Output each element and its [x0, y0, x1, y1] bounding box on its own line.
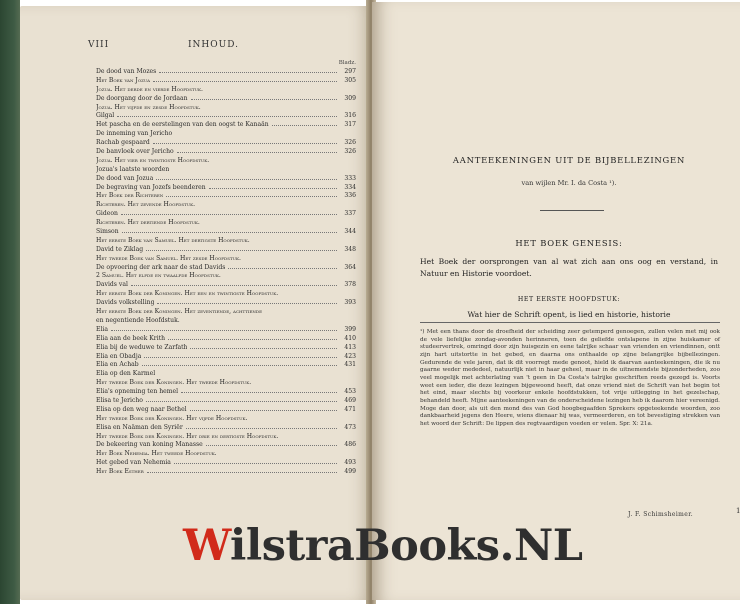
open-book [16, 0, 752, 604]
toc-entry-title: Elisa te Jericho [96, 396, 143, 404]
toc-entry-title: De banvloek over Jericho [96, 148, 174, 156]
toc-entry [96, 441, 356, 450]
toc-entry-title: Het eerste Boek der Koningen. Het zeventiende, achttiende [96, 308, 263, 316]
toc-leader [272, 125, 337, 126]
page-number-header: VIII [88, 40, 110, 50]
toc-page-number: 473 [344, 423, 356, 431]
toc-page-number: 453 [344, 388, 356, 396]
toc-entry-title: Jozua. Het vijfde en zesde Hoofdstuk. [96, 103, 201, 111]
toc-leader [146, 250, 337, 251]
watermark-rest: ilstraBooks.NL [230, 521, 583, 571]
toc-entry-title: Elia en Obadja [96, 352, 142, 360]
toc-page-number: 305 [344, 76, 356, 84]
toc-leader [206, 445, 337, 446]
toc-entry-title: Het eerste Boek der Koningen. Het een en twintigste Hoofdstuk. [96, 290, 279, 298]
toc-page-number: 364 [344, 263, 356, 271]
toc-entry [96, 335, 356, 344]
divider [540, 210, 604, 211]
toc-entry [96, 344, 356, 353]
watermark-first-letter: W [183, 521, 231, 571]
footnote-divider [420, 322, 720, 323]
toc-entry [96, 184, 356, 193]
toc-page-number: 326 [344, 139, 356, 147]
toc-page-number: 413 [344, 343, 356, 351]
intro-paragraph: Het Boek der oorsprongen van al wat zich aan ons oog en verstand, in Natuur en Historie voordoet. [420, 257, 718, 278]
toc-entry-title: Rachab gespaard [96, 139, 150, 147]
toc-entry [96, 139, 356, 148]
toc-leader [177, 152, 337, 153]
chapter-heading: AANTEEKENINGEN UIT DE BIJBELLEZINGEN [452, 155, 686, 165]
toc-leader [117, 116, 337, 117]
toc-entry-title: Jozua's laatste woorden [96, 165, 170, 173]
toc-entry [96, 86, 356, 95]
right-page [372, 2, 740, 600]
toc-entry [96, 415, 356, 424]
toc-entry [96, 210, 356, 219]
toc-page-number: 410 [344, 334, 356, 342]
toc-entry [96, 433, 356, 442]
toc-entry-title: Het Boek Esther [96, 468, 144, 476]
page-title-header: INHOUD. [188, 40, 239, 50]
toc-page-number: 297 [344, 68, 356, 75]
toc-entry [96, 264, 356, 273]
toc-leader [121, 214, 337, 215]
toc-entry-title: Simson [96, 228, 119, 236]
toc-entry [96, 326, 356, 335]
toc-entry-title: en negentiende Hoofdstuk. [96, 316, 180, 324]
toc-page-number: 326 [344, 148, 356, 156]
toc-entry [96, 272, 356, 281]
toc-page-number: 348 [344, 245, 356, 253]
toc-leader [209, 188, 337, 189]
toc-page-number: 309 [344, 94, 356, 102]
toc-entry-title: Het eerste Boek van Samuel. Het dertigste Hoofdstuk. [96, 236, 250, 244]
toc-entry-title: Het tweede Boek der Koningen. Het vijfde Hoofdstuk. [96, 414, 248, 422]
toc-leader [144, 357, 337, 358]
toc-entry-title: De inneming van Jericho [96, 130, 173, 138]
toc-entry-title: 2 Samuel. Het elfde en twaalfde Hoofdstuk. [96, 272, 221, 280]
toc-page-number: 333 [344, 174, 356, 182]
page-column-label: Bladz. [338, 60, 356, 66]
toc-entry [96, 68, 356, 77]
toc-entry [96, 397, 356, 406]
toc-entry-title: Het pascha en de eerstelingen van den oogst te Kanaän [96, 121, 269, 129]
toc-entry-title: Elia's opneming ten hemel [96, 388, 179, 396]
toc-entry [96, 468, 356, 477]
toc-page-number: 499 [344, 468, 356, 476]
toc-entry-title: Het Boek Nehemia. Het tweede Hoofdstuk. [96, 450, 217, 458]
toc-entry [96, 166, 356, 175]
toc-leader [166, 196, 337, 197]
toc-entry [96, 370, 356, 379]
toc-list [96, 68, 356, 477]
toc-page-number: 471 [344, 405, 356, 413]
toc-entry-title: Davids val [96, 281, 128, 289]
signature: J. F. Schimsheimer. [628, 511, 694, 518]
toc-leader [228, 268, 337, 269]
toc-entry-title: Richteren. Het zevende Hoofdstuk. [96, 201, 196, 209]
toc-entry [96, 281, 356, 290]
toc-entry-title: Het tweede Boek der Koningen. Het drie en dertigste Hoofdstuk. [96, 432, 279, 440]
toc-leader [168, 339, 337, 340]
toc-entry-title: Davids volkstelling [96, 299, 155, 307]
toc-entry-title: Het gebed van Nehemia [96, 459, 171, 467]
toc-entry-title: Elisa en Naäman den Syriër [96, 423, 183, 431]
toc-entry-title: Richteren. Het dertiende Hoofdstuk. [96, 219, 200, 227]
toc-entry-title: Elia aan de beek Krith [96, 334, 166, 342]
chapter-title: HET EERSTE HOOFDSTUK: [517, 296, 621, 303]
toc-entry [96, 459, 356, 468]
toc-leader [147, 472, 337, 473]
toc-entry [96, 450, 356, 459]
toc-entry-title: De opvoering der ark naar de stad Davids [96, 263, 226, 271]
toc-entry [96, 104, 356, 113]
toc-leader [111, 330, 337, 331]
toc-entry-title: Elisa op den weg naar Bethel [96, 405, 187, 413]
toc-leader [146, 401, 337, 402]
toc-page-number: 334 [344, 183, 356, 191]
toc-entry [96, 237, 356, 246]
page-number: 1 [736, 507, 741, 515]
toc-page-number: 393 [344, 299, 356, 307]
watermark-logo [183, 521, 583, 571]
toc-leader [153, 143, 337, 144]
toc-entry [96, 353, 356, 362]
toc-leader [190, 348, 337, 349]
toc-page-number: 486 [344, 441, 356, 449]
toc-entry [96, 317, 356, 326]
toc-entry [96, 201, 356, 210]
toc-page-number: 399 [344, 325, 356, 333]
toc-entry [96, 77, 356, 86]
toc-leader [190, 410, 337, 411]
toc-entry [96, 219, 356, 228]
toc-page-number: 316 [344, 112, 356, 120]
toc-entry-title: Elia op den Karmel [96, 370, 156, 378]
toc-entry [96, 192, 356, 201]
toc-leader [186, 428, 337, 429]
toc-entry [96, 379, 356, 388]
toc-leader [156, 179, 337, 180]
toc-entry-title: Gideon [96, 210, 118, 218]
toc-entry-title: Gilgal [96, 112, 115, 120]
toc-leader [191, 99, 337, 100]
toc-page-number: 469 [344, 396, 356, 404]
toc-entry [96, 157, 356, 166]
toc-entry-title: Elia bij de weduwe te Zarfath [96, 343, 188, 351]
toc-entry-title: Het tweede Boek der Koningen. Het tweede Hoofdstuk. [96, 379, 252, 387]
toc-entry [96, 308, 356, 317]
toc-leader [159, 72, 337, 73]
toc-leader [122, 232, 337, 233]
toc-entry-title: Het Boek der Richteren [96, 192, 164, 200]
toc-entry-title: Het Boek van Jozua [96, 76, 151, 84]
toc-entry-title: Het tweede Boek van Samuel. Het zesde Hoofdstuk. [96, 254, 241, 262]
toc-entry [96, 406, 356, 415]
toc-entry [96, 299, 356, 308]
toc-page-number: 493 [344, 459, 356, 467]
toc-leader [174, 463, 337, 464]
toc-page-number: 317 [344, 121, 356, 129]
toc-entry-title: Elia [96, 325, 108, 333]
toc-page-number: 336 [344, 192, 356, 200]
toc-entry [96, 95, 356, 104]
toc-page-number: 431 [344, 361, 356, 369]
toc-page-number: 378 [344, 281, 356, 289]
toc-entry [96, 246, 356, 255]
toc-entry-title: Jozua. Het vier en twintigste Hoofdstuk. [96, 156, 210, 164]
toc-entry-title: David te Ziklag [96, 245, 144, 253]
toc-entry-title: De dood van Jozua [96, 174, 154, 182]
toc-page-number: 423 [344, 352, 356, 360]
toc-leader [131, 285, 337, 286]
toc-entry [96, 130, 356, 139]
toc-entry [96, 361, 356, 370]
toc-leader [142, 365, 337, 366]
toc-entry [96, 121, 356, 130]
toc-page-number: 344 [344, 228, 356, 236]
toc-entry [96, 388, 356, 397]
toc-entry [96, 228, 356, 237]
toc-entry-title: De bekeering van koning Manasse [96, 441, 203, 449]
toc-entry [96, 255, 356, 264]
table-of-contents [96, 60, 356, 477]
toc-entry-title: De begraving van Jozefs beenderen [96, 183, 206, 191]
toc-entry [96, 290, 356, 299]
toc-leader [181, 392, 337, 393]
chapter-first-line: Wat hier de Schrift opent, is lied en historie, historie [467, 310, 671, 319]
footnote-text: ¹) Met een thans door de droefheid der scheiding zeer getemperd genoegen, zullen velen met mij ook de vele liefelijke zondag-avonden herinneren, toen de geliefde ontslapene in zijne huiskamer of studeervertrek, omringd door zijn huisgezin en eene talrijke schaar van vrienden en vriendinnen, ontt zijn hart uitstortte in het gebed, en daarna ons onthaalde op zijne belangrijke bijbellezingen. Gedurende de vele jaren, dat ik dit voorregt mede genoot, hield ik daarvan aanteekeningen, die ik nu gaarne weder mededeel, natuurlijk niet in haar geheel, maar in de uitnemendste bijzonderheden, zoo veel mogelijk met achterlating van 't geen in Da Costa's talrijke geschriften reeds gezegd is. Voorts weet een ieder, die deze lezingen bijgewoond heeft, dat onze vriend niet de Schrift van het begin tot het eind, maar slechts bij voorkeur enkele hoofdstukken, tot vrije uitlegging in het gezelschap, behandeld heeft. Mijne aanteekeningen van de onderscheidene lezingen heb ik daarom hier vereenigd. Moge dan door, als uit den mond des van God hoogbegaafden Sprekers opgeteekende woorden, zoo dankbaarheid jegens den Heere, wiens dienaar hij was, vermeerderen, en tot bevestiging strekken van het woord der Schrift: De lippen des regtvaardigen voeden er velen. Spr. X: 21a. [420, 329, 720, 427]
toc-entry-title: De dood van Mozes [96, 68, 157, 75]
toc-entry-title: Elia en Achab [96, 361, 139, 369]
toc-entry-title: De doorgang door de Jordaan [96, 94, 188, 102]
toc-entry [96, 148, 356, 157]
left-page [20, 6, 372, 600]
toc-entry-title: Jozua. Het derde en vierde Hoofdstuk. [96, 85, 203, 93]
toc-leader [157, 303, 337, 304]
toc-entry [96, 424, 356, 433]
toc-leader [153, 81, 337, 82]
toc-entry [96, 112, 356, 121]
section-title: HET BOEK GENESIS: [515, 238, 623, 248]
toc-page-number: 337 [344, 210, 356, 218]
author-line: van wijlen Mr. I. da Costa ¹). [521, 179, 617, 187]
toc-entry [96, 175, 356, 184]
